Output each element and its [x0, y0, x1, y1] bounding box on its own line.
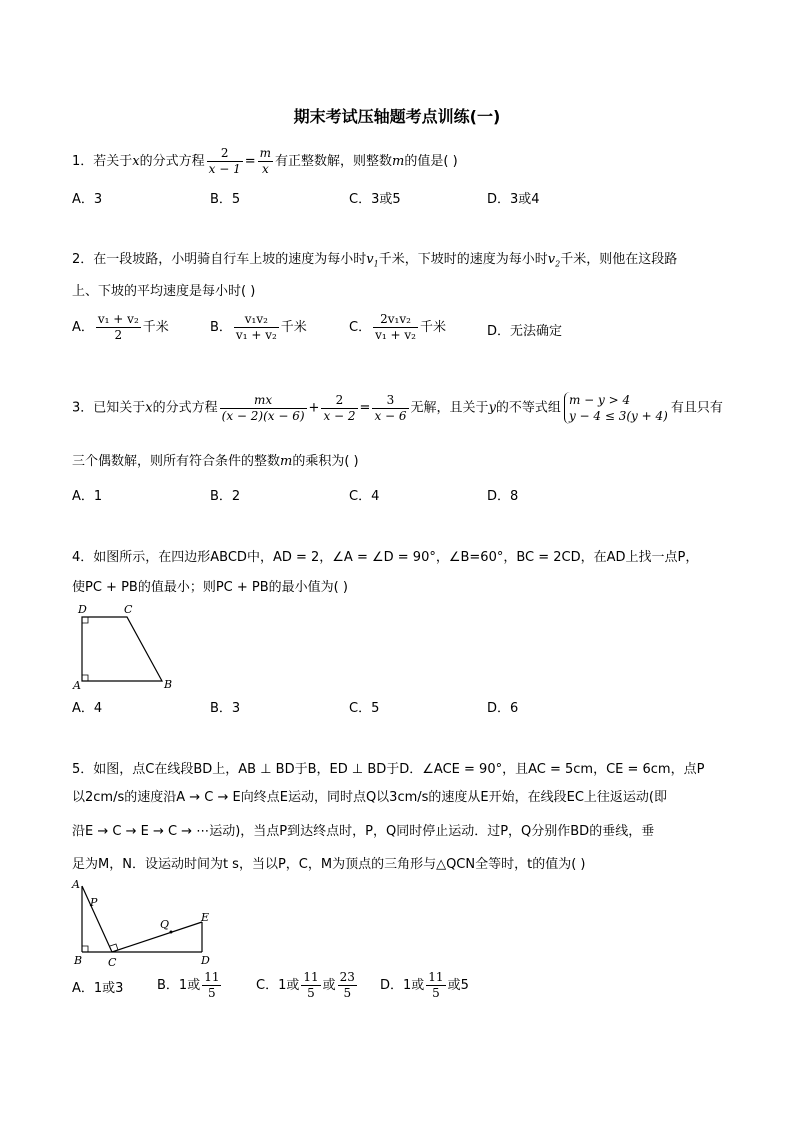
q2-option-c[interactable]: C． $\frac{\text{2v₁v₂}}{\text{v₁ + v₂}}$ 千米: [349, 312, 446, 342]
q5-option-d[interactable]: D．1或 $\frac{11}{5}$ 或5: [380, 970, 469, 1000]
q3-text-post: 无解，且关于: [410, 400, 489, 416]
q4-label-d: D: [78, 603, 87, 616]
q3-text-pre: 3．已知关于: [72, 400, 146, 416]
q4-option-d[interactable]: D．6: [487, 701, 519, 716]
q2-sub1: 1: [373, 259, 379, 269]
q1-text-pre: 1．若关于: [72, 154, 133, 169]
q1-option-b[interactable]: B．5: [210, 192, 241, 207]
question-3-line-2: [72, 452, 359, 472]
q2-options: [72, 312, 722, 352]
q1-fraction-right: $\frac{m}{x}$: [259, 146, 272, 176]
q4-quadrilateral-figure: [70, 600, 180, 692]
q5-label-p: P: [90, 896, 98, 909]
question-5-line-2: 以2cm/s的速度沿A → C → E向终点E运动，同时点Q以3cm/s的速度从E开始，在线段EC上往返运动(即: [72, 790, 667, 805]
q5-label-b: B: [74, 954, 83, 967]
q1-option-a[interactable]: A．3: [72, 192, 103, 207]
q1-var-x: x: [132, 154, 140, 169]
q3-var-x: x: [145, 400, 153, 416]
question-2-line-1: [72, 250, 677, 275]
q3-text-line2-end: 的乘积为( ): [292, 454, 359, 469]
q1-text-mid: 的分式方程: [139, 154, 205, 169]
page-title: 期末考试压轴题考点训练(一): [293, 107, 501, 126]
q4-option-b[interactable]: B．3: [210, 701, 241, 716]
q2-v1: v: [366, 252, 374, 267]
question-3-line-1: [72, 392, 723, 424]
question-2-line-2: 上、下坡的平均速度是每小时( ): [72, 284, 256, 299]
q4-option-c[interactable]: C．5: [349, 701, 380, 716]
q1-fraction-left: $\frac{2}{x - 1}$: [208, 146, 241, 176]
q1-var-m: m: [392, 154, 405, 169]
q5-right-angle-b: [82, 946, 88, 952]
q1-option-c[interactable]: C．3或5: [349, 192, 401, 207]
q3-text-line2: 三个偶数解，则所有符合条件的整数: [72, 454, 281, 469]
q3-var-y: y: [488, 400, 496, 416]
q2-option-b[interactable]: B． $\frac{\text{v₁v₂}}{\text{v₁ + v₂}}$ 千米: [210, 312, 307, 342]
q5-label-a: A: [72, 878, 80, 891]
q5-segment-ce: [112, 922, 202, 952]
q1-text-post: 有正整数解，则整数: [275, 154, 393, 169]
q3-text-end: 有且只有: [670, 400, 723, 416]
q4-quadrilateral: [82, 617, 162, 681]
q3-inequality-system: m − y > 4 y − 4 ≤ 3(y + 4): [564, 392, 668, 424]
q3-option-d[interactable]: D．8: [487, 489, 519, 504]
q3-plus: +: [308, 400, 320, 416]
q3-text-mid: 的分式方程: [152, 400, 218, 416]
q2-text-1: 2．在一段坡路，小明骑自行车上坡的速度为每小时: [72, 252, 367, 267]
q4-label-c: C: [124, 603, 133, 616]
q5-point-q: [170, 931, 173, 934]
q5-options: [72, 970, 672, 1006]
q2-v2: v: [547, 252, 556, 267]
q2-text-2: 千米，下坡时的速度为每小时: [378, 252, 548, 267]
q2-sub2: 2: [555, 259, 561, 269]
q5-option-a[interactable]: A．1或3: [72, 981, 124, 996]
q3-option-b[interactable]: B．2: [210, 489, 241, 504]
q5-triangles-figure: [68, 876, 218, 970]
q3-equals: =: [359, 400, 371, 416]
q3-fraction-2: $\frac{2}{x - 2}$: [323, 392, 356, 423]
q3-var-m: m: [280, 454, 293, 469]
q2-text-3: 千米，则他在这段路: [560, 252, 678, 267]
q4-right-angle-d: [82, 617, 88, 623]
q2-option-a[interactable]: A． $\frac{\text{v₁ + v₂}}{2}$ 千米: [72, 312, 169, 342]
q2-option-d[interactable]: D．无法确定: [487, 324, 563, 339]
q5-option-c[interactable]: C．1或 $\frac{11}{5}$ 或 $\frac{23}{5}$: [256, 970, 355, 1000]
q5-label-q: Q: [160, 918, 170, 931]
q4-label-b: B: [164, 678, 173, 691]
q5-label-d: D: [201, 954, 210, 967]
question-5-line-3: 沿E → C → E → C → ⋯运动)，当点P到达终点时，P，Q同时停止运动．过P，Q分别作BD的垂线，垂: [72, 824, 655, 839]
q4-right-angle-a: [82, 675, 88, 681]
q5-label-c: C: [108, 956, 117, 969]
question-5-line-1: 5．如图，点C在线段BD上，AB ⊥ BD于B，ED ⊥ BD于D．∠ACE = 90°，且AC = 5cm，CE = 6cm，点P: [72, 762, 705, 777]
q3-text-post2: 的不等式组: [495, 400, 561, 416]
q5-option-b[interactable]: B．1或 $\frac{11}{5}$: [157, 970, 220, 1000]
q4-option-a[interactable]: A．4: [72, 701, 103, 716]
question-4-line-1: 4．如图所示，在四边形ABCD中，AD = 2，∠A = ∠D = 90°，∠B=60°，BC = 2CD，在AD上找一点P，: [72, 550, 699, 565]
q3-fraction-3: $\frac{3}{x - 6}$: [374, 392, 407, 423]
q1-equals: =: [244, 154, 256, 169]
q1-option-d[interactable]: D．3或4: [487, 192, 540, 207]
question-5-line-4: 足为M，N．设运动时间为t s，当以P，C，M为顶点的三角形与△QCN全等时，t的值为( ): [72, 857, 586, 872]
q3-option-c[interactable]: C．4: [349, 489, 380, 504]
q3-fraction-1: $\frac{mx}{(x - 2)(x - 6)}$: [221, 392, 305, 423]
q3-option-a[interactable]: A．1: [72, 489, 103, 504]
question-4-line-2: 使PC + PB的值最小；则PC + PB的最小值为( ): [72, 580, 348, 595]
q5-label-e: E: [201, 911, 210, 924]
question-1: [72, 146, 458, 177]
q4-label-a: A: [73, 679, 81, 692]
q1-text-end: 的值是( ): [404, 154, 458, 169]
